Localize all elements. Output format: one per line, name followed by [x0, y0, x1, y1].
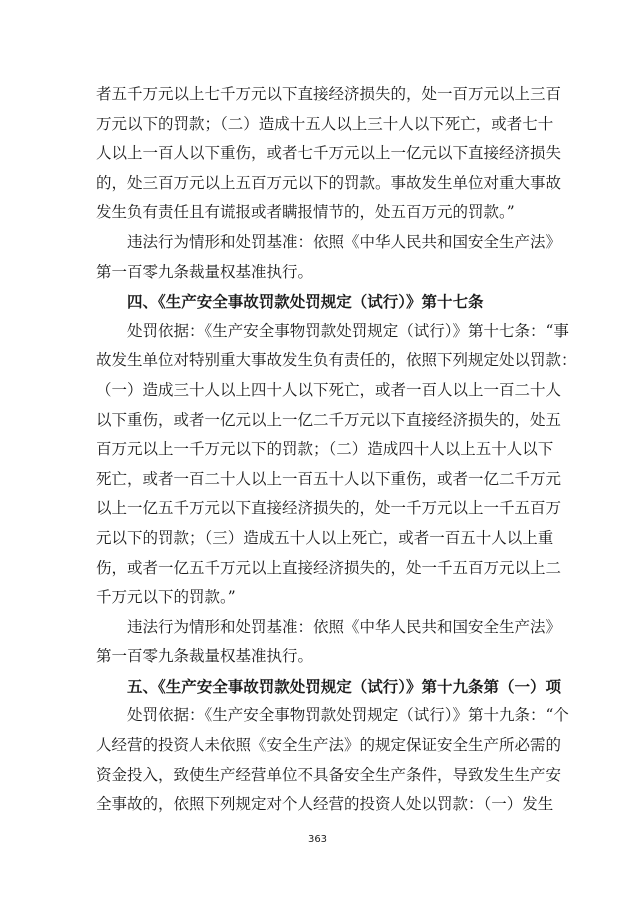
text-line: 违法行为情形和处罚基准：依照《中华人民共和国安全生产法》 [127, 617, 562, 636]
text-line: 人经营的投资人未依照《安全生产法》的规定保证安全生产所必需的 [96, 736, 562, 755]
page-number: 363 [307, 834, 328, 845]
text-line: 发生负有责任且有谎报或者瞒报情节的，处五百万元的罚款。” [96, 203, 515, 222]
text-line: 违法行为情形和处罚基准：依照《中华人民共和国安全生产法》 [127, 232, 562, 251]
paragraph [96, 317, 577, 613]
paragraph [96, 613, 562, 672]
text-line: 第一百零九条裁量权基准执行。 [96, 647, 314, 666]
heading-text: 四、《生产安全事故罚款处罚规定（试行）》第十七条 [127, 292, 484, 312]
text-line: （一）造成三十人以上四十人以下死亡，或者一百人以上一百二十人 [96, 380, 562, 399]
paragraph [96, 228, 562, 287]
section-heading [96, 672, 562, 702]
document-body [96, 80, 577, 820]
text-line: 百万元以上一千万元以下的罚款；（二）造成四十人以上五十人以下 [96, 440, 554, 459]
text-line: 全事故的，依照下列规定对个人经营的投资人处以罚款：（一）发生 [96, 795, 554, 814]
text-line: 以下重伤，或者一亿元以上一亿二千万元以下直接经济损失的，处五 [96, 410, 562, 429]
text-line: 死亡，或者一百二十人以上一百五十人以下重伤，或者一亿二千万元 [96, 469, 562, 488]
text-line: 资金投入，致使生产经营单位不具备安全生产条件，导致发生生产安 [96, 765, 562, 784]
text-line: 千万元以下的罚款。” [96, 588, 236, 607]
text-line: 故发生单位对特别重大事故发生负有责任的，依照下列规定处以罚款： [96, 351, 577, 370]
section-heading [96, 287, 543, 317]
text-line: 伤，或者一亿五千万元以上直接经济损失的，处一千五百万元以上二 [96, 558, 562, 577]
text-line: 处罚依据：《生产安全事物罚款处罚规定（试行）》第十七条：“事 [127, 321, 569, 340]
text-line: 处罚依据：《生产安全事物罚款处罚规定（试行）》第十九条：“个 [127, 706, 569, 725]
heading-text: 五、《生产安全事故罚款处罚规定（试行）》第十九条第（一）项 [127, 676, 562, 696]
text-line: 以上一亿五千万元以下直接经济损失的，处一千万元以上一千五百万 [96, 499, 562, 518]
text-line: 的，处三百万元以上五百万元以下的罚款。事故发生单位对重大事故 [96, 173, 562, 192]
text-line: 者五千万元以上七千万元以下直接经济损失的，处一百万元以上三百 [96, 85, 562, 103]
paragraph [96, 701, 569, 819]
text-line: 人以上一百人以下重伤，或者七千万元以上一亿元以下直接经济损失 [96, 144, 562, 163]
text-line: 元以下的罚款；（三）造成五十人以上死亡，或者一百五十人以上重 [96, 528, 554, 547]
document-page [96, 80, 577, 820]
text-line: 第一百零九条裁量权基准执行。 [96, 262, 314, 281]
text-line: 万元以下的罚款；（二）造成十五人以上三十人以下死亡，或者七十 [96, 114, 554, 133]
paragraph [96, 80, 562, 228]
